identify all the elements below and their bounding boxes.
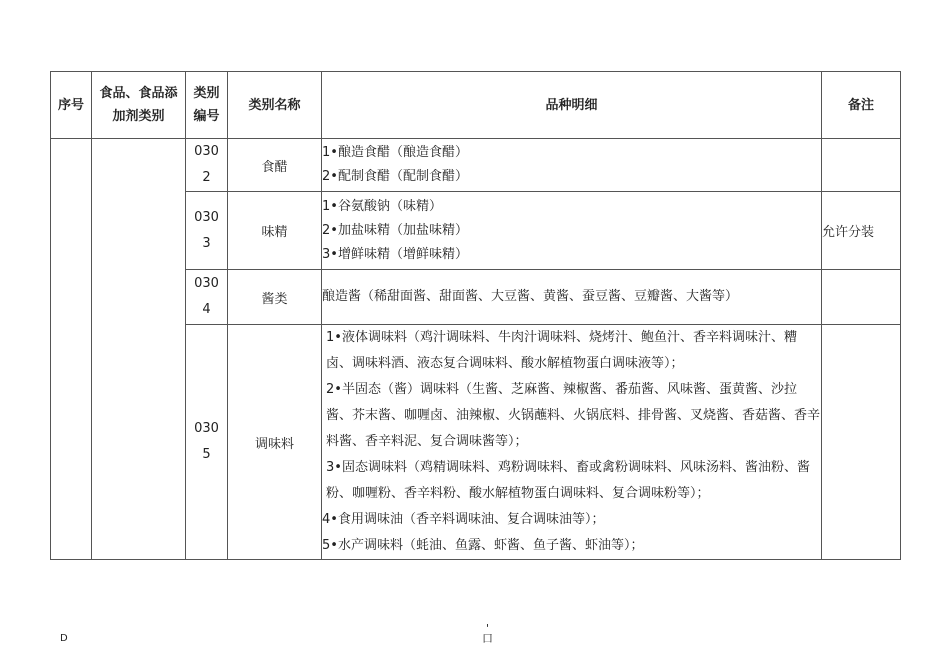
detail-item: 4•食用调味油（香辛料调味油、复合调味油等）； <box>322 512 605 527</box>
code-line1: 030 <box>194 209 219 225</box>
code-line2: 5 <box>202 447 211 462</box>
name-cell: 调味料 <box>228 325 322 560</box>
code-cell <box>186 192 228 270</box>
footer-mid-glyph: 口 <box>482 632 493 645</box>
code-line1: 030 <box>194 144 219 159</box>
header-code-line2: 编号 <box>193 109 220 124</box>
detail-item: 3•固态调味料（鸡精调味料、鸡粉调味料、畜或禽粉调味料、风味汤料、酱油粉、酱粉、咖喱粉、香辛料粉、酸水解植物蛋白调味料、复合调味粉等）； <box>326 460 810 501</box>
detail-item: 酿造酱（稀甜面酱、甜面酱、大豆酱、黄酱、蚕豆酱、豆瓣酱、大酱等） <box>322 289 739 304</box>
header-code <box>186 72 228 139</box>
header-code-line1: 类别 <box>193 86 220 101</box>
header-category <box>92 72 186 139</box>
note-cell <box>822 325 901 560</box>
detail-cell <box>322 270 822 325</box>
detail-item: 1•谷氨酸钠（味精） <box>322 198 442 214</box>
detail-item: 2•配制食醋（配制食醋） <box>322 169 468 184</box>
category-cell <box>92 139 186 560</box>
header-detail: 品种明细 <box>322 72 822 139</box>
code-line2: 2 <box>202 170 211 185</box>
code-line1: 030 <box>194 276 219 291</box>
seq-cell <box>51 139 92 560</box>
header-name: 类别名称 <box>228 72 322 139</box>
name-cell: 味精 <box>228 192 322 270</box>
header-category-line2: 加剂类别 <box>112 109 165 124</box>
note-cell <box>822 139 901 192</box>
table-row <box>51 139 901 192</box>
detail-item: 1•液体调味料（鸡汁调味料、牛肉汁调味料、烧烤汁、鲍鱼汁、香辛料调味汁、糟卤、调味料酒、液态复合调味料、酸水解植物蛋白调味液等）； <box>326 330 797 371</box>
detail-cell <box>322 192 822 270</box>
code-line2: 3 <box>202 235 211 251</box>
note-cell <box>822 270 901 325</box>
footer-page-mark <box>482 624 493 644</box>
detail-item: 3•增鲜味精（增鲜味精） <box>322 246 468 262</box>
food-category-table <box>50 71 901 560</box>
footer-mid-top: ' <box>485 622 490 635</box>
footer-left-mark: D <box>60 633 68 644</box>
code-line1: 030 <box>194 421 219 436</box>
detail-item: 2•加盐味精（加盐味精） <box>322 222 468 238</box>
note-cell: 允许分装 <box>822 192 901 270</box>
code-cell <box>186 270 228 325</box>
header-seq: 序号 <box>51 72 92 139</box>
code-cell <box>186 325 228 560</box>
name-cell: 酱类 <box>228 270 322 325</box>
header-note: 备注 <box>822 72 901 139</box>
detail-cell <box>322 139 822 192</box>
code-line2: 4 <box>202 302 211 317</box>
header-row <box>51 72 901 139</box>
name-cell: 食醋 <box>228 139 322 192</box>
detail-item: 1•酿造食醋（酿造食醋） <box>322 145 468 160</box>
detail-item: 2•半固态（酱）调味料（生酱、芝麻酱、辣椒酱、番茄酱、风味酱、蛋黄酱、沙拉酱、芥末酱、咖喱卤、油辣椒、火锅蘸料、火锅底料、排骨酱、叉烧酱、香菇酱、香辛料酱、香辛料泥、复合调味酱等）； <box>326 382 821 449</box>
code-cell <box>186 139 228 192</box>
detail-item: 5•水产调味料（蚝油、鱼露、虾酱、鱼子酱、虾油等）； <box>322 538 644 553</box>
detail-cell <box>322 325 822 560</box>
header-category-line1: 食品、食品添 <box>99 86 178 101</box>
